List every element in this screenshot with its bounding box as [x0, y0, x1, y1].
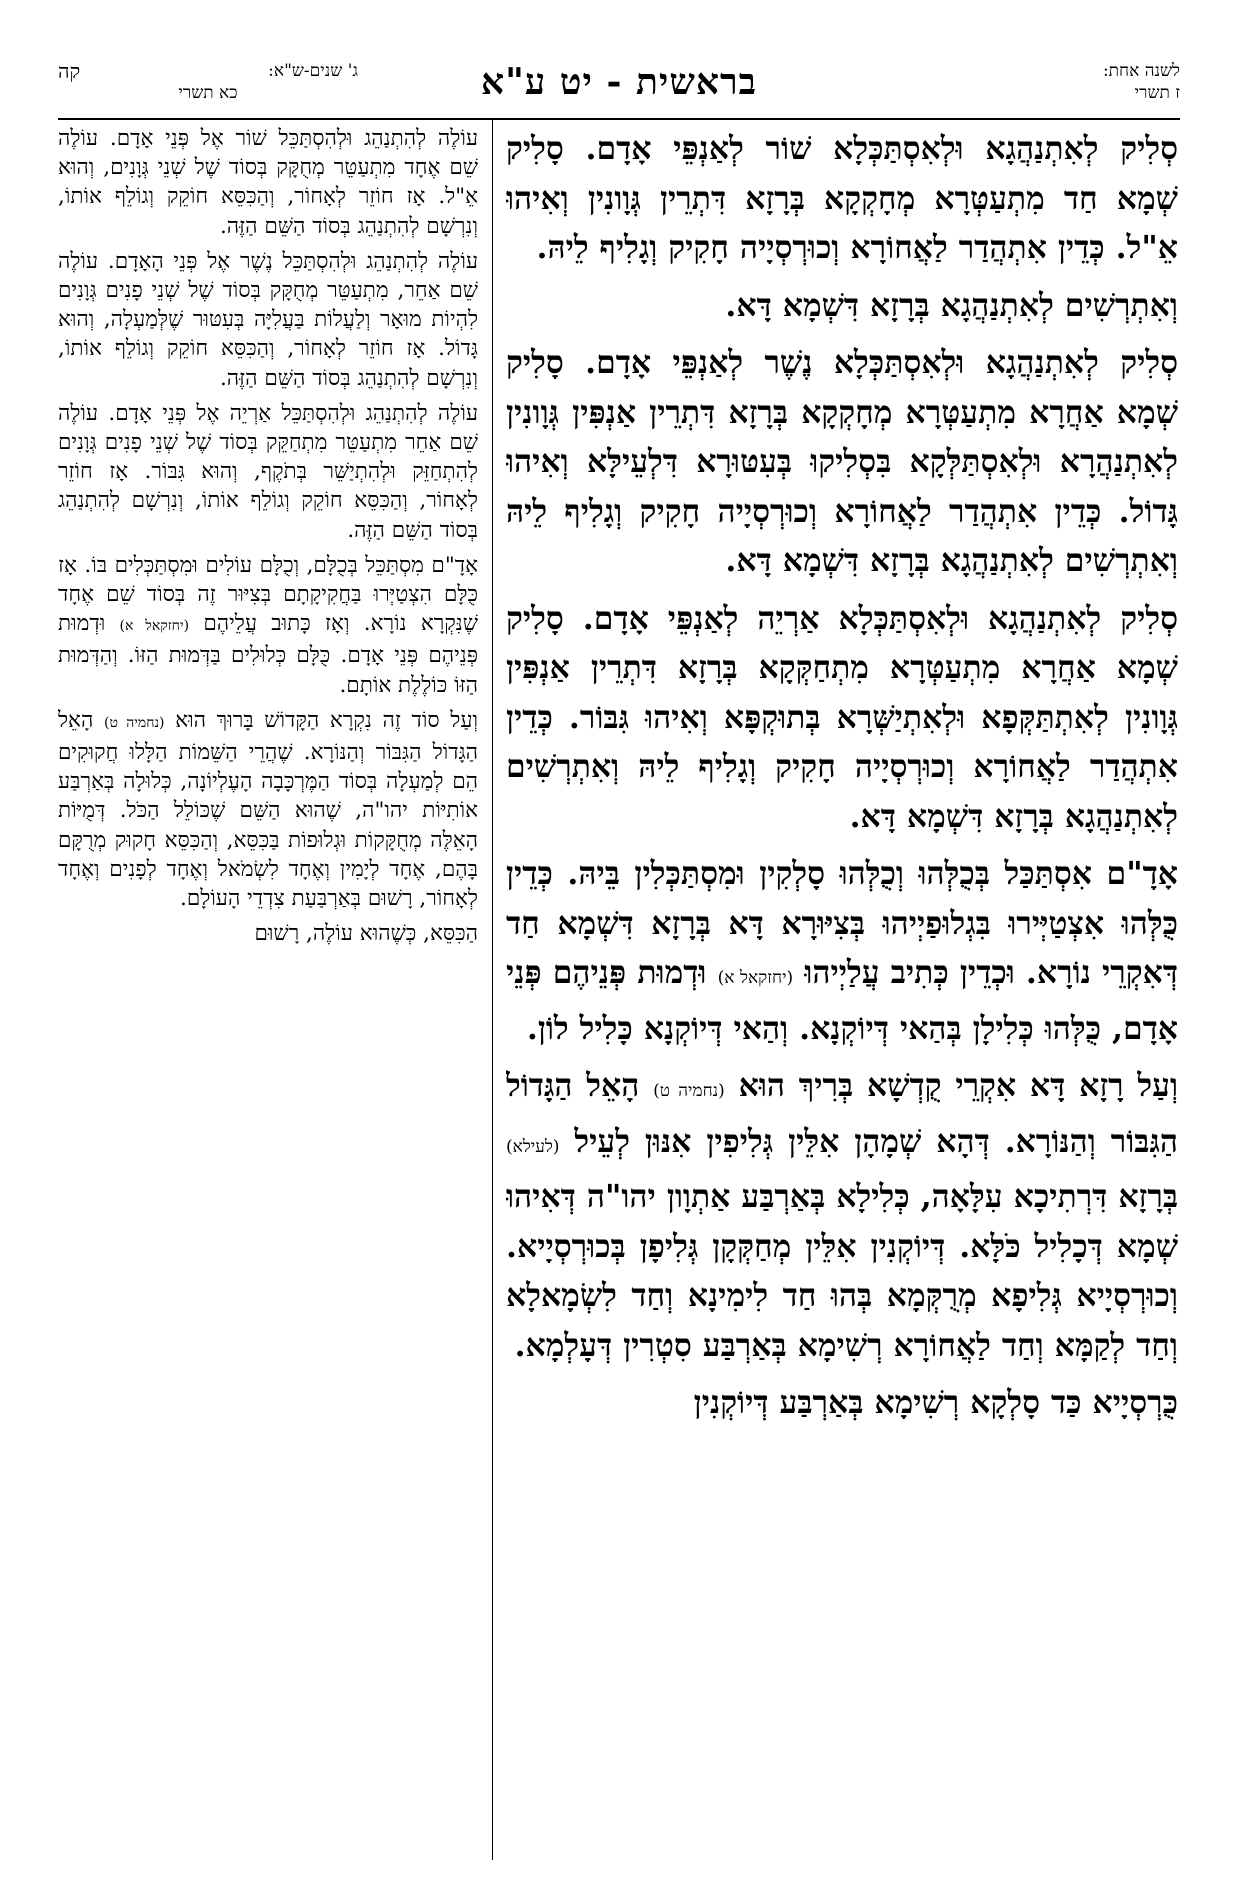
column-divider [492, 120, 493, 1860]
side-paragraph [58, 551, 478, 700]
side-text: עוֹלֶה לְהִתְנַהֵג וּלְהִסְתַּכֵּל אַרְיֵה אֶל פְּנֵי אָדָם. עוֹלֶה שֵׁם אַחֵר מִתְעַטֵּר מִתְחַקֵּק בְּסוֹד שֶׁל שְׁנֵי פָנִים גְּוָנִים לְהִתְחַזֵּק וּלְהִתְיַשֵּׁר בְּתֹקֶף, וְהוּא גִּבּוֹר. אָז חוֹזֵר לְאָחוֹר, וְהַכִּסֵּא חוֹקֵק וְגוֹלֵף אוֹתוֹ, וְנִרְשָׁם לְהִתְנַהֵג בְּסוֹד הַשֵּׁם הַזֶּה. [58, 400, 478, 543]
side-paragraph [58, 124, 478, 241]
page-title: בראשית - יט ע"א [481, 61, 757, 103]
side-paragraph [58, 247, 478, 393]
main-text: וְאִתְרְשִׁים לְאִתְנַהֲגָא בְּרָזָא דִּשְׁמָא דָּא. [725, 286, 1178, 324]
side-paragraph [58, 399, 478, 545]
side-text: אָדָ"ם מִסְתַּכֵּל בְּכֻלָּם, וְכֻלָּם עוֹלִים וּמִסְתַּכְּלִים בּוֹ. אָז כֻּלָּם הִצְטַיְּרוּ בַּחֲקִיקָתָם בְּצִיּוּר זֶה בְּסוֹד שֵׁם אֶחָד שֶׁנִּקְרָא נוֹרָא. וְאָז כָּתוּב עֲלֵיהֶם [58, 552, 478, 637]
main-paragraph [506, 1378, 1178, 1428]
main-text: וּדְמוּת פְּנֵיהֶם פְּנֵי אָדָם, כֻּלְּהוּ כְּלִילָן בְּהַאי דְּיוֹקְנָא. וְהַאי דְּיוֹקְנָא כָּלִיל לוֹן. [506, 954, 1178, 1047]
main-paragraph [506, 594, 1178, 842]
side-text: עוֹלֶה לְהִתְנַהֵג וּלְהִסְתַּכֵּל שׁוֹר אֶל פְּנֵי אָדָם. עוֹלֶה שֵׁם אֶחָד מִתְעַטֵּר מְחֻקָּק בְּסוֹד שֶׁל שְׁנֵי גְּוָנִים, וְהוּא אֵ"ל. אָז חוֹזֵר לְאָחוֹר, וְהַכִּסֵּא חוֹקֵק וְגוֹלֵף אוֹתוֹ, וְנִרְשָׁם לְהִתְנַהֵג בְּסוֹד הַשֵּׁם הַזֶּה. [58, 126, 478, 239]
main-paragraph [506, 338, 1178, 586]
main-text: הָאֵל הַגָּדוֹל הַגִּבּוֹר וְהַנּוֹרָא. דְּהָא שְׁמָהָן אִלֵּין גְּלִיפִין אִנּוּן לְעֵיל [506, 1067, 1178, 1160]
main-text: כֻּרְסְיָיא כַּד סָלְקָא רְשִׁימָא בְּאַרְבַּע דְּיוֹקְנִין [693, 1384, 1178, 1421]
main-paragraph [506, 1061, 1178, 1370]
side-paragraph [58, 706, 478, 913]
header-right-line2: ז תשרי [1134, 83, 1180, 103]
source-reference: (יחזקאל א) [717, 968, 794, 988]
source-reference: (יחזקאל א) [119, 618, 190, 635]
main-paragraph [506, 849, 1178, 1053]
side-text: הַכִּסֵּא, כְּשֶׁהוּא עוֹלֶה, רָשׁוּם [254, 921, 478, 947]
page-header [58, 58, 1180, 118]
side-paragraph [58, 919, 478, 948]
source-reference: (נחמיה ט) [104, 714, 165, 731]
header-right-line1: לשנה אחת: [1102, 61, 1180, 81]
main-text: וְעַל רָזָא דָּא אִקְרֵי קֻדְשָׁא בְּרִיךְ הוּא [738, 1067, 1178, 1104]
page-number: קה [58, 59, 81, 83]
main-text: סְלִיק לְאִתְנַהֲגָא וּלְאִסְתַּכְּלָא שׁוֹר לְאַנְפֵּי אָדָם. סָלִיק שְׁמָא חַד מִתְעַטְּרָא מְחָקְקָא בְּרָזָא דִּתְרֵין גְּוָונִין וְאִיהוּ אֵ"ל. כְּדֵין אִתְהֲדַר לַאֲחוֹרָא וְכוּרְסְיָיה חָקִיק וְגָלִיף לֵיהּ. [506, 130, 1178, 266]
side-text: הָאֵל הַגָּדוֹל הַגִּבּוֹר וְהַנּוֹרָא. שֶׁהֲרֵי הַשֵּׁמוֹת הַלָּלוּ חֲקוּקִים הֵם לְמַעְלָה בְּסוֹד הַמֶּרְכָּבָה הָעֶלְיוֹנָה, כְּלוּלָה בְּאַרְבַּע אוֹתִיּוֹת יהו"ה, שֶׁהוּא הַשֵּׁם שֶׁכּוֹלֵל הַכֹּל. דְּמֻיּוֹת הָאֵלֶּה מְחֻקָּקוֹת וּגְלוּפוֹת בַּכִּסֵּא, וְהַכִּסֵּא חָקוּק מְרֻקָּם בָּהֶם, אֶחָד לְיָמִין וְאֶחָד לִשְׂמֹאל וְאֶחָד לְפָנִים וְאֶחָד לְאָחוֹר, רָשׁוּם בְּאַרְבַּעַת צִדְדֵי הָעוֹלָם. [58, 707, 478, 912]
main-paragraph [506, 281, 1178, 331]
header-divider [58, 118, 1180, 120]
variant-note: (לעילא) [506, 1136, 560, 1157]
translation-column [58, 124, 478, 1864]
side-text: וּדְמוּת פְּנֵיהֶם פְּנֵי אָדָם. כֻּלָּם כְּלוּלִים בַּדְּמוּת הַזּוֹ. וְהַדְּמוּת הַזּוֹ כּוֹלֶלֶת אוֹתָם. [58, 611, 478, 698]
main-text: אָדָ"ם אִסְתַּכַּל בְּכֻלְּהוּ וְכֻלְּהוּ סָלְקִין וּמִסְתַּכְּלִין בֵּיהּ. כְּדֵין כֻּלְּהוּ אִצְטַיְּירוּ בִּגְלוּפַיְיהוּ בְּצִיּוּרָא דָּא בְּרָזָא דִּשְׁמָא חַד דְּאִקְרֵי נוֹרָא. וּכְדֵין כְּתִיב עֲלַיְיהוּ [506, 855, 1178, 991]
side-text: וְעַל סוֹד זֶה נִקְרָא הַקָּדוֹשׁ בָּרוּךְ הוּא [175, 707, 478, 733]
header-left-line2: כא תשרי [178, 83, 238, 103]
header-left-line1: ג' שנים-ש"א: [268, 61, 358, 81]
main-paragraph [506, 124, 1178, 273]
side-text: עוֹלֶה לְהִתְנַהֵג וּלְהִסְתַּכֵּל נֶשֶׁר אֶל פְּנֵי הָאָדָם. עוֹלֶה שֵׁם אַחֵר, מִתְעַטֵּר מְחֻקָּק בְּסוֹד שֶׁל שְׁנֵי פָנִים גְּוָנִים לִהְיוֹת מוּאָר וְלַעֲלוֹת בַּעֲלִיָּה בְּעִטּוּר שֶׁלְּמַעְלָה, וְהוּא גָּדוֹל. אָז חוֹזֵר לְאָחוֹר, וְהַכִּסֵּא חוֹקֵק וְגוֹלֵף אוֹתוֹ, וְנִרְשָׁם לְהִתְנַהֵג בְּסוֹד הַשֵּׁם הַזֶּה. [58, 248, 478, 391]
main-text: בְּרָזָא דִּרְתִיכָא עִלָּאָה, כְּלִילָא בְּאַרְבַּע אַתְוָון יהו"ה דְּאִיהוּ שְׁמָא דְּכָלִיל כֹּלָּא. דְּיוֹקְנִין אִלֵּין מְחַקְּקָן גְּלִיפָן בְּכוּרְסְיָיא. וְכוּרְסְיָיא גְּלִיפָא מְרֻקְּמָא בְּהוּ חַד לִימִינָא וְחַד לִשְׂמָאלָא וְחַד לְקַמָּא וְחַד לַאֲחוֹרָא רְשִׁימָא בְּאַרְבַּע סִטְרִין דְּעָלְמָא. [506, 1178, 1178, 1364]
header-left [58, 60, 358, 104]
main-text: סְלִיק לְאִתְנַהֲגָא וּלְאִסְתַּכְּלָא אַרְיֵה לְאַנְפֵּי אָדָם. סָלִיק שְׁמָא אַחֲרָא מִתְעַטְּרָא מִתְחַקְּקָא בְּרָזָא דִּתְרֵין אַנְפִּין גְּוָונִין לְאִתְתַּקְּפָא וּלְאִתְיַשְּׁרָא בְּתוּקְפָּא וְאִיהוּ גִּבּוֹר. כְּדֵין אִתְהֲדַר לַאֲחוֹרָא וְכוּרְסְיָיה חָקִיק וְגָלִיף לֵיהּ וְאִתְרְשִׁים לְאִתְנַהֲגָא בְּרָזָא דִּשְׁמָא דָּא. [506, 599, 1178, 835]
main-aramaic-column [506, 124, 1178, 1864]
main-text: סְלִיק לְאִתְנַהֲגָא וּלְאִסְתַּכְּלָא נֶשֶׁר לְאַנְפֵּי אָדָם. סָלִיק שְׁמָא אַחֲרָא מִתְעַטְּרָא מְחָקְקָא בְּרָזָא דִּתְרֵין אַנְפִּין גְּוָונִין לְאִתְנַהֲרָא וּלְאִסְתַּלְּקָא בִּסְלִיקוּ בְּעִטּוּרָא דִּלְעֵילָּא וְאִיהוּ גָּדוֹל. כְּדֵין אִתְהֲדַר לַאֲחוֹרָא וְכוּרְסְיָיה חָקִיק וְגָלִיף לֵיהּ וְאִתְרְשִׁים לְאִתְנַהֲגָא בְּרָזָא דִּשְׁמָא דָּא. [506, 344, 1178, 579]
source-reference: (נחמיה ט) [653, 1081, 725, 1101]
